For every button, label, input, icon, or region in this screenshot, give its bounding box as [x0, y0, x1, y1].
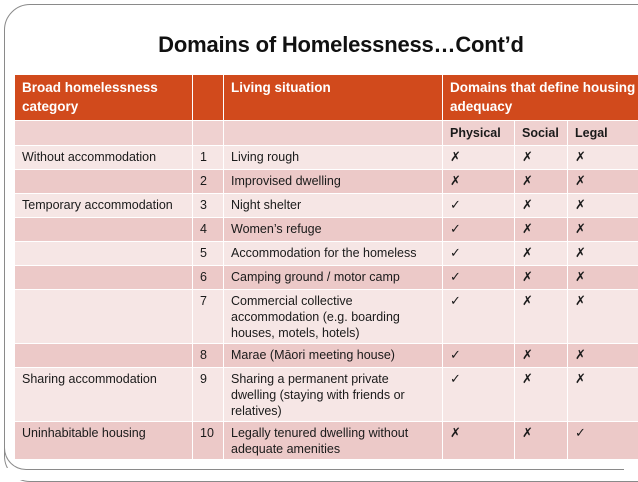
physical-mark-icon: ✓: [443, 242, 515, 266]
subheader-empty-2: [193, 121, 224, 146]
row-number: 2: [193, 170, 224, 194]
row-number: 6: [193, 266, 224, 290]
physical-mark-icon: ✓: [443, 290, 515, 344]
row-situation: Marae (Māori meeting house): [224, 344, 443, 368]
row-situation: Sharing a permanent private dwelling (staying with friends or relatives): [224, 368, 443, 422]
social-mark-icon: ✗: [515, 344, 568, 368]
subheader-legal: Legal: [568, 121, 638, 146]
row-number: 1: [193, 146, 224, 170]
physical-mark-icon: ✓: [443, 368, 515, 422]
subheader-physical: Physical: [443, 121, 515, 146]
row-category: [15, 170, 193, 194]
social-mark-icon: ✗: [515, 422, 568, 460]
table-row: [15, 242, 638, 266]
table-row: [15, 218, 638, 242]
row-number: 7: [193, 290, 224, 344]
row-situation: Living rough: [224, 146, 443, 170]
physical-mark-icon: ✗: [443, 170, 515, 194]
social-mark-icon: ✗: [515, 242, 568, 266]
legal-mark-icon: ✗: [568, 368, 638, 422]
header-domains: Domains that define housing adequacy: [443, 75, 638, 121]
table-header-row: [15, 75, 638, 121]
header-situation: Living situation: [224, 75, 443, 121]
table-row: [15, 422, 638, 460]
physical-mark-icon: ✓: [443, 194, 515, 218]
subheader-empty-3: [224, 121, 443, 146]
row-category: [15, 344, 193, 368]
row-category: [15, 266, 193, 290]
legal-mark-icon: ✗: [568, 344, 638, 368]
legal-mark-icon: ✓: [568, 422, 638, 460]
row-category: Uninhabitable housing: [15, 422, 193, 460]
table-row: [15, 368, 638, 422]
social-mark-icon: ✗: [515, 146, 568, 170]
table-row: [15, 170, 638, 194]
row-number: 8: [193, 344, 224, 368]
social-mark-icon: ✗: [515, 170, 568, 194]
row-situation: Women’s refuge: [224, 218, 443, 242]
social-mark-icon: ✗: [515, 290, 568, 344]
row-category: Without accommodation: [15, 146, 193, 170]
row-number: 3: [193, 194, 224, 218]
row-situation: Accommodation for the homeless: [224, 242, 443, 266]
table-row: [15, 146, 638, 170]
row-situation: Commercial collective accommodation (e.g. boarding houses, motels, hotels): [224, 290, 443, 344]
row-situation: Camping ground / motor camp: [224, 266, 443, 290]
physical-mark-icon: ✓: [443, 344, 515, 368]
row-number: 10: [193, 422, 224, 460]
homelessness-domains-table: [14, 74, 638, 460]
legal-mark-icon: ✗: [568, 170, 638, 194]
legal-mark-icon: ✗: [568, 266, 638, 290]
row-situation: Night shelter: [224, 194, 443, 218]
social-mark-icon: ✗: [515, 266, 568, 290]
table-row: [15, 344, 638, 368]
row-number: 9: [193, 368, 224, 422]
social-mark-icon: ✗: [515, 218, 568, 242]
legal-mark-icon: ✗: [568, 218, 638, 242]
legal-mark-icon: ✗: [568, 290, 638, 344]
row-number: 4: [193, 218, 224, 242]
row-situation: Improvised dwelling: [224, 170, 443, 194]
subheader-social: Social: [515, 121, 568, 146]
table-row: [15, 290, 638, 344]
legal-mark-icon: ✗: [568, 194, 638, 218]
row-category: Temporary accommodation: [15, 194, 193, 218]
physical-mark-icon: ✗: [443, 146, 515, 170]
physical-mark-icon: ✓: [443, 266, 515, 290]
header-category: Broad homelessness category: [15, 75, 193, 121]
legal-mark-icon: ✗: [568, 146, 638, 170]
header-number: [193, 75, 224, 121]
subheader-empty-1: [15, 121, 193, 146]
table-row: [15, 266, 638, 290]
row-number: 5: [193, 242, 224, 266]
table-row: [15, 194, 638, 218]
legal-mark-icon: ✗: [568, 242, 638, 266]
slide-title: Domains of Homelessness…Cont’d: [0, 32, 638, 58]
social-mark-icon: ✗: [515, 194, 568, 218]
row-situation: Legally tenured dwelling without adequate amenities: [224, 422, 443, 460]
row-category: [15, 242, 193, 266]
physical-mark-icon: ✓: [443, 218, 515, 242]
row-category: [15, 290, 193, 344]
social-mark-icon: ✗: [515, 368, 568, 422]
row-category: Sharing accommodation: [15, 368, 193, 422]
row-category: [15, 218, 193, 242]
subheader-row: [15, 121, 638, 146]
physical-mark-icon: ✗: [443, 422, 515, 460]
